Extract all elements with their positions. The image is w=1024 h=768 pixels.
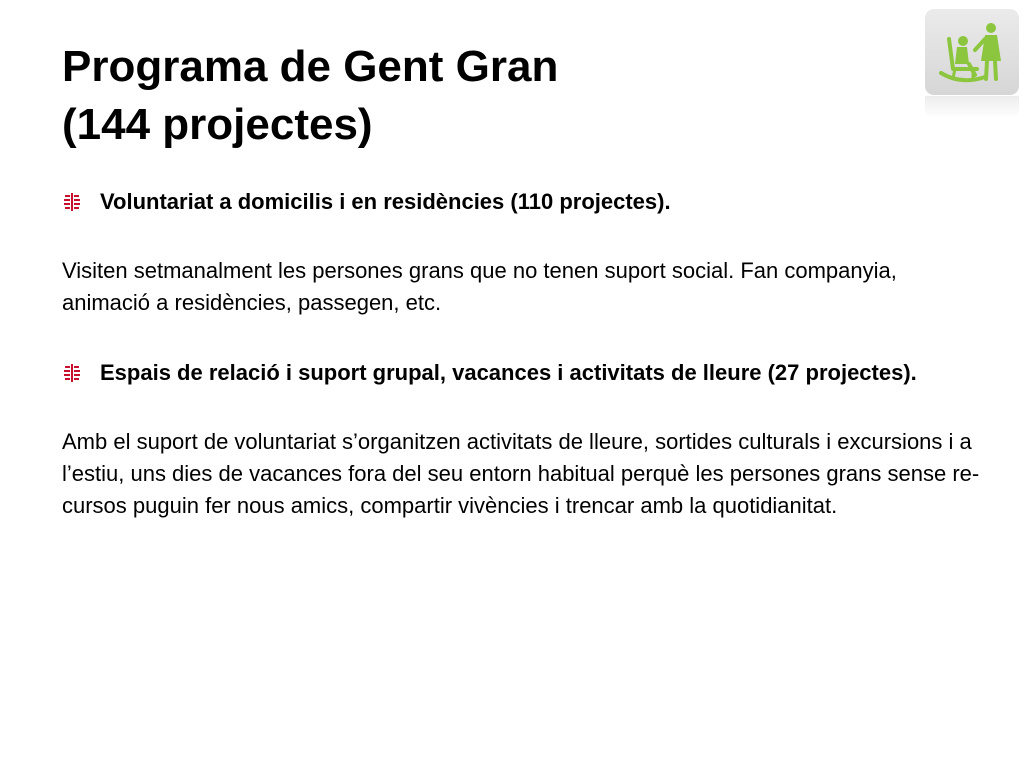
logo-reflection xyxy=(925,96,1019,118)
slide-title-line2: (144 projectes) xyxy=(62,100,373,149)
slide-body xyxy=(62,186,982,522)
caritas-cross-icon xyxy=(62,192,82,212)
bullet-item-group-spaces xyxy=(62,357,982,389)
caritas-cross-icon xyxy=(62,363,82,383)
slide-title-line1: Programa de Gent Gran xyxy=(62,42,559,91)
bullet-text: Espais de relació i suport grupal, vacances i activitats de lleure (27 projectes). xyxy=(100,360,917,385)
paragraph-group-spaces: Amb el suport de voluntariat s’organitzen activitats de lleure, sortides culturals i excursions i a l’estiu, uns dies de vacances fora del seu entorn habitual perquè les persones grans sense re- cursos puguin fer nous amics, compartir vivències i trencar amb la quotidianitat. xyxy=(62,429,980,518)
elderly-care-icon xyxy=(925,9,1019,95)
slide-title xyxy=(62,38,558,154)
bullet-item-volunteering xyxy=(62,186,982,218)
paragraph-volunteering: Visiten setmanalment les persones grans que no tenen suport social. Fan companyia, animació a residències, passegen, etc. xyxy=(62,258,897,315)
bullet-text: Voluntariat a domicilis i en residències (110 projectes). xyxy=(100,189,671,214)
